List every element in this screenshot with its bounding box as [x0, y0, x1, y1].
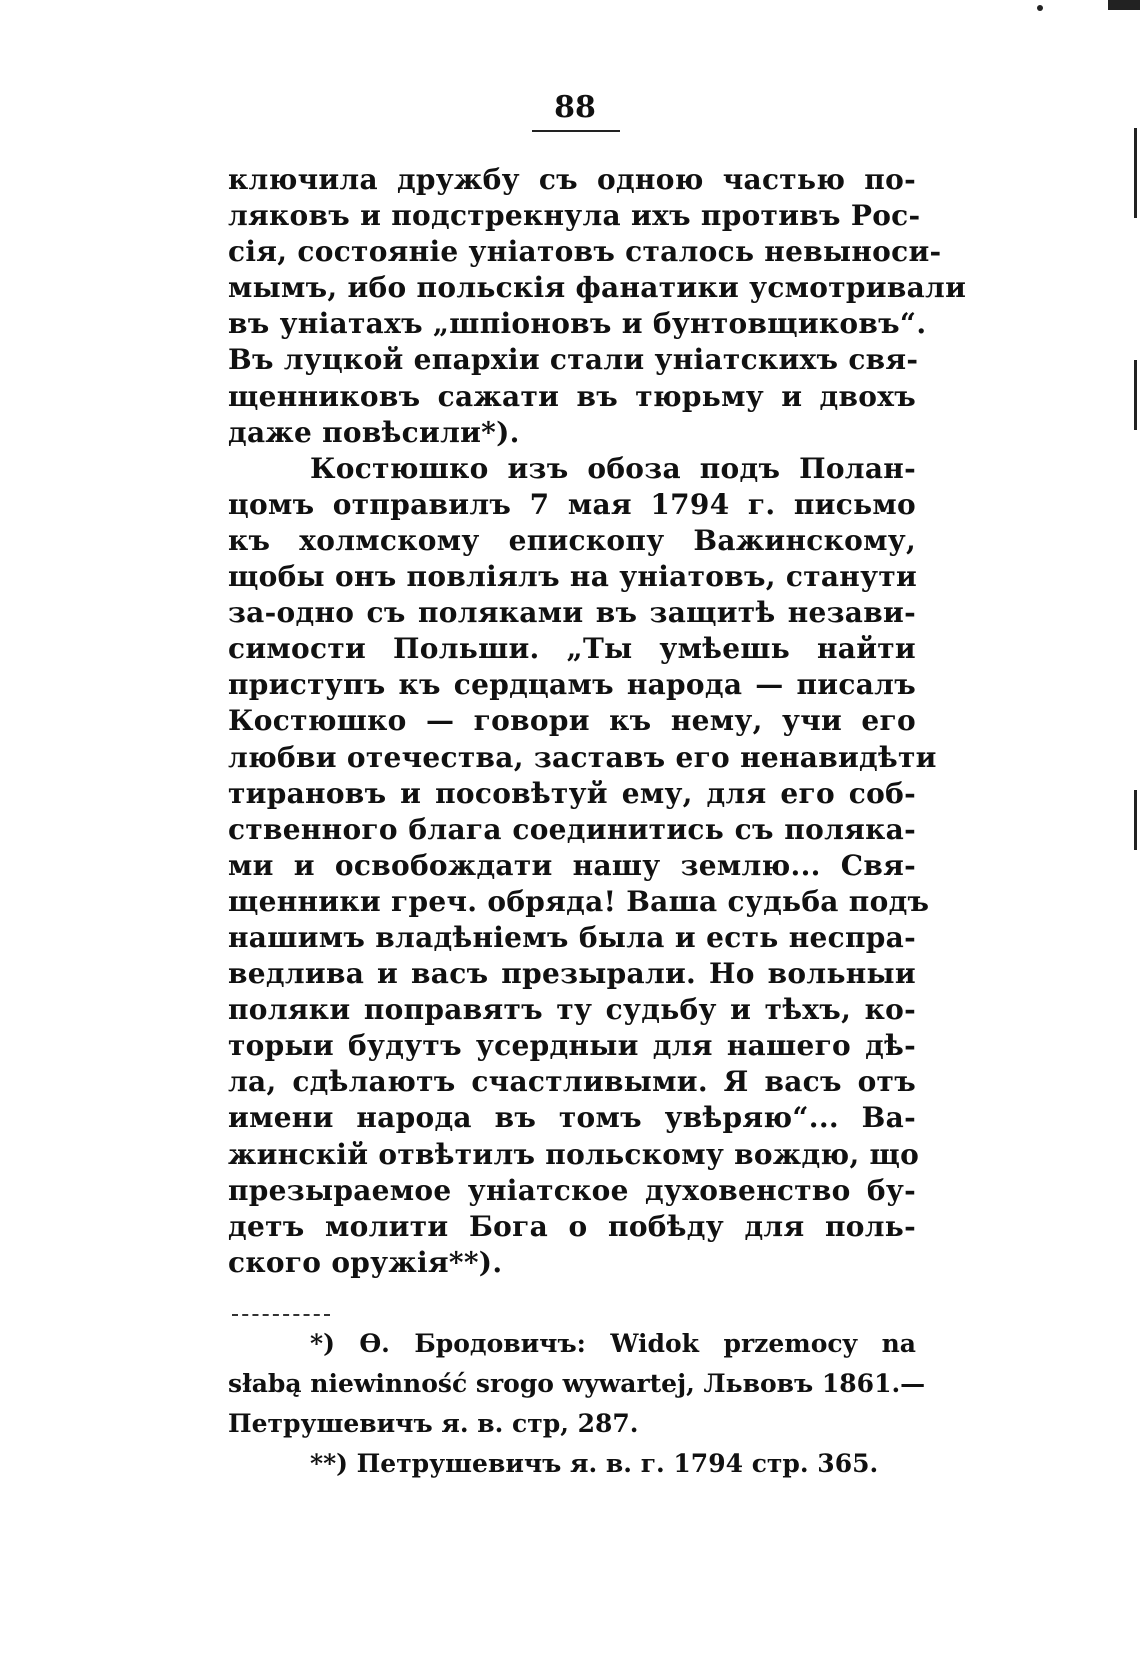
- footnote-line: *) Ѳ. Бродовичъ: Widok przemocy na: [310, 1329, 916, 1358]
- body-text: [228, 162, 967, 1281]
- footnote-line: słabą niewinność srogo wywartej, Львовъ 1861.—: [228, 1369, 926, 1398]
- text-line: сія, состояніе уніатовъ сталось невыноси-: [228, 235, 942, 269]
- text-line: мымъ, ибо польскія фанатики усмотривали: [228, 271, 967, 305]
- text-line: торыи будутъ усердныи для нашего дѣ-: [228, 1029, 916, 1063]
- text-line: къ холмскому епископу Важинскому,: [228, 523, 916, 557]
- text-line: приступъ къ сердцамъ народа — писалъ: [228, 668, 916, 702]
- text-line: щенниковъ сажати въ тюрьму и двохъ: [228, 379, 916, 413]
- text-line: ми и освобождати нашу землю... Свя-: [228, 848, 916, 882]
- page-number-rule: [532, 130, 620, 132]
- text-line: щенники греч. обряда! Ваша судьба подъ: [228, 884, 930, 918]
- text-line: нашимъ владѣніемъ была и есть неспра-: [228, 920, 916, 954]
- text-line: ляковъ и подстрекнула ихъ противъ Рос-: [228, 199, 921, 233]
- text-line: за-одно съ поляками въ защитѣ незави-: [228, 596, 916, 630]
- text-line: любви отечества, заставъ его ненавидѣти: [228, 740, 937, 774]
- text-line: Въ луцкой епархіи стали уніатскихъ свя-: [228, 343, 919, 377]
- text-line: цомъ отправилъ 7 мая 1794 г. письмо: [228, 487, 916, 521]
- text-line: въ уніатахъ „шпіоновъ и бунтовщиковъ“.: [228, 307, 927, 341]
- scan-edge-marks: [1030, 0, 1140, 1659]
- footnote-line: **) Петрушевичъ я. в. г. 1794 стр. 365.: [310, 1449, 879, 1478]
- text-line: даже повѣсили*).: [228, 415, 520, 449]
- text-line: детъ молити Бога о побѣду для поль-: [228, 1209, 916, 1243]
- text-line: ла, сдѣлаютъ счастливыми. Я васъ отъ: [228, 1065, 916, 1099]
- footnote-line: Петрушевичъ я. в. стр, 287.: [228, 1409, 639, 1438]
- text-line: Костюшко — говори къ нему, учи его: [228, 704, 916, 738]
- text-line: тирановъ и посовѣтуй ему, для его соб-: [228, 776, 916, 810]
- text-line: презыраемое уніатское духовенство бу-: [228, 1173, 916, 1207]
- text-line: ского оружія**).: [228, 1245, 503, 1279]
- text-line: Костюшко изъ обоза подъ Полан-: [310, 451, 916, 485]
- text-line: ственного блага соединитись съ поляка-: [228, 812, 916, 846]
- page-number: 88: [554, 90, 596, 125]
- text-line: ведлива и васъ презырали. Но вольныи: [228, 957, 916, 991]
- text-line: поляки поправятъ ту судьбу и тѣхъ, ко-: [228, 993, 916, 1027]
- text-line: симости Польши. „Ты умѣешь найти: [228, 632, 916, 666]
- footnotes: [228, 1324, 926, 1484]
- text-line: щобы онъ повліялъ на уніатовъ, станути: [228, 560, 918, 594]
- text-line: ключила дружбу съ одною частью по-: [228, 163, 916, 196]
- text-line: жинскій отвѣтилъ польскому вождю, що: [228, 1137, 920, 1171]
- footnote-rule: [232, 1314, 330, 1316]
- text-line: имени народа въ томъ увѣряю“... Ва-: [228, 1101, 916, 1135]
